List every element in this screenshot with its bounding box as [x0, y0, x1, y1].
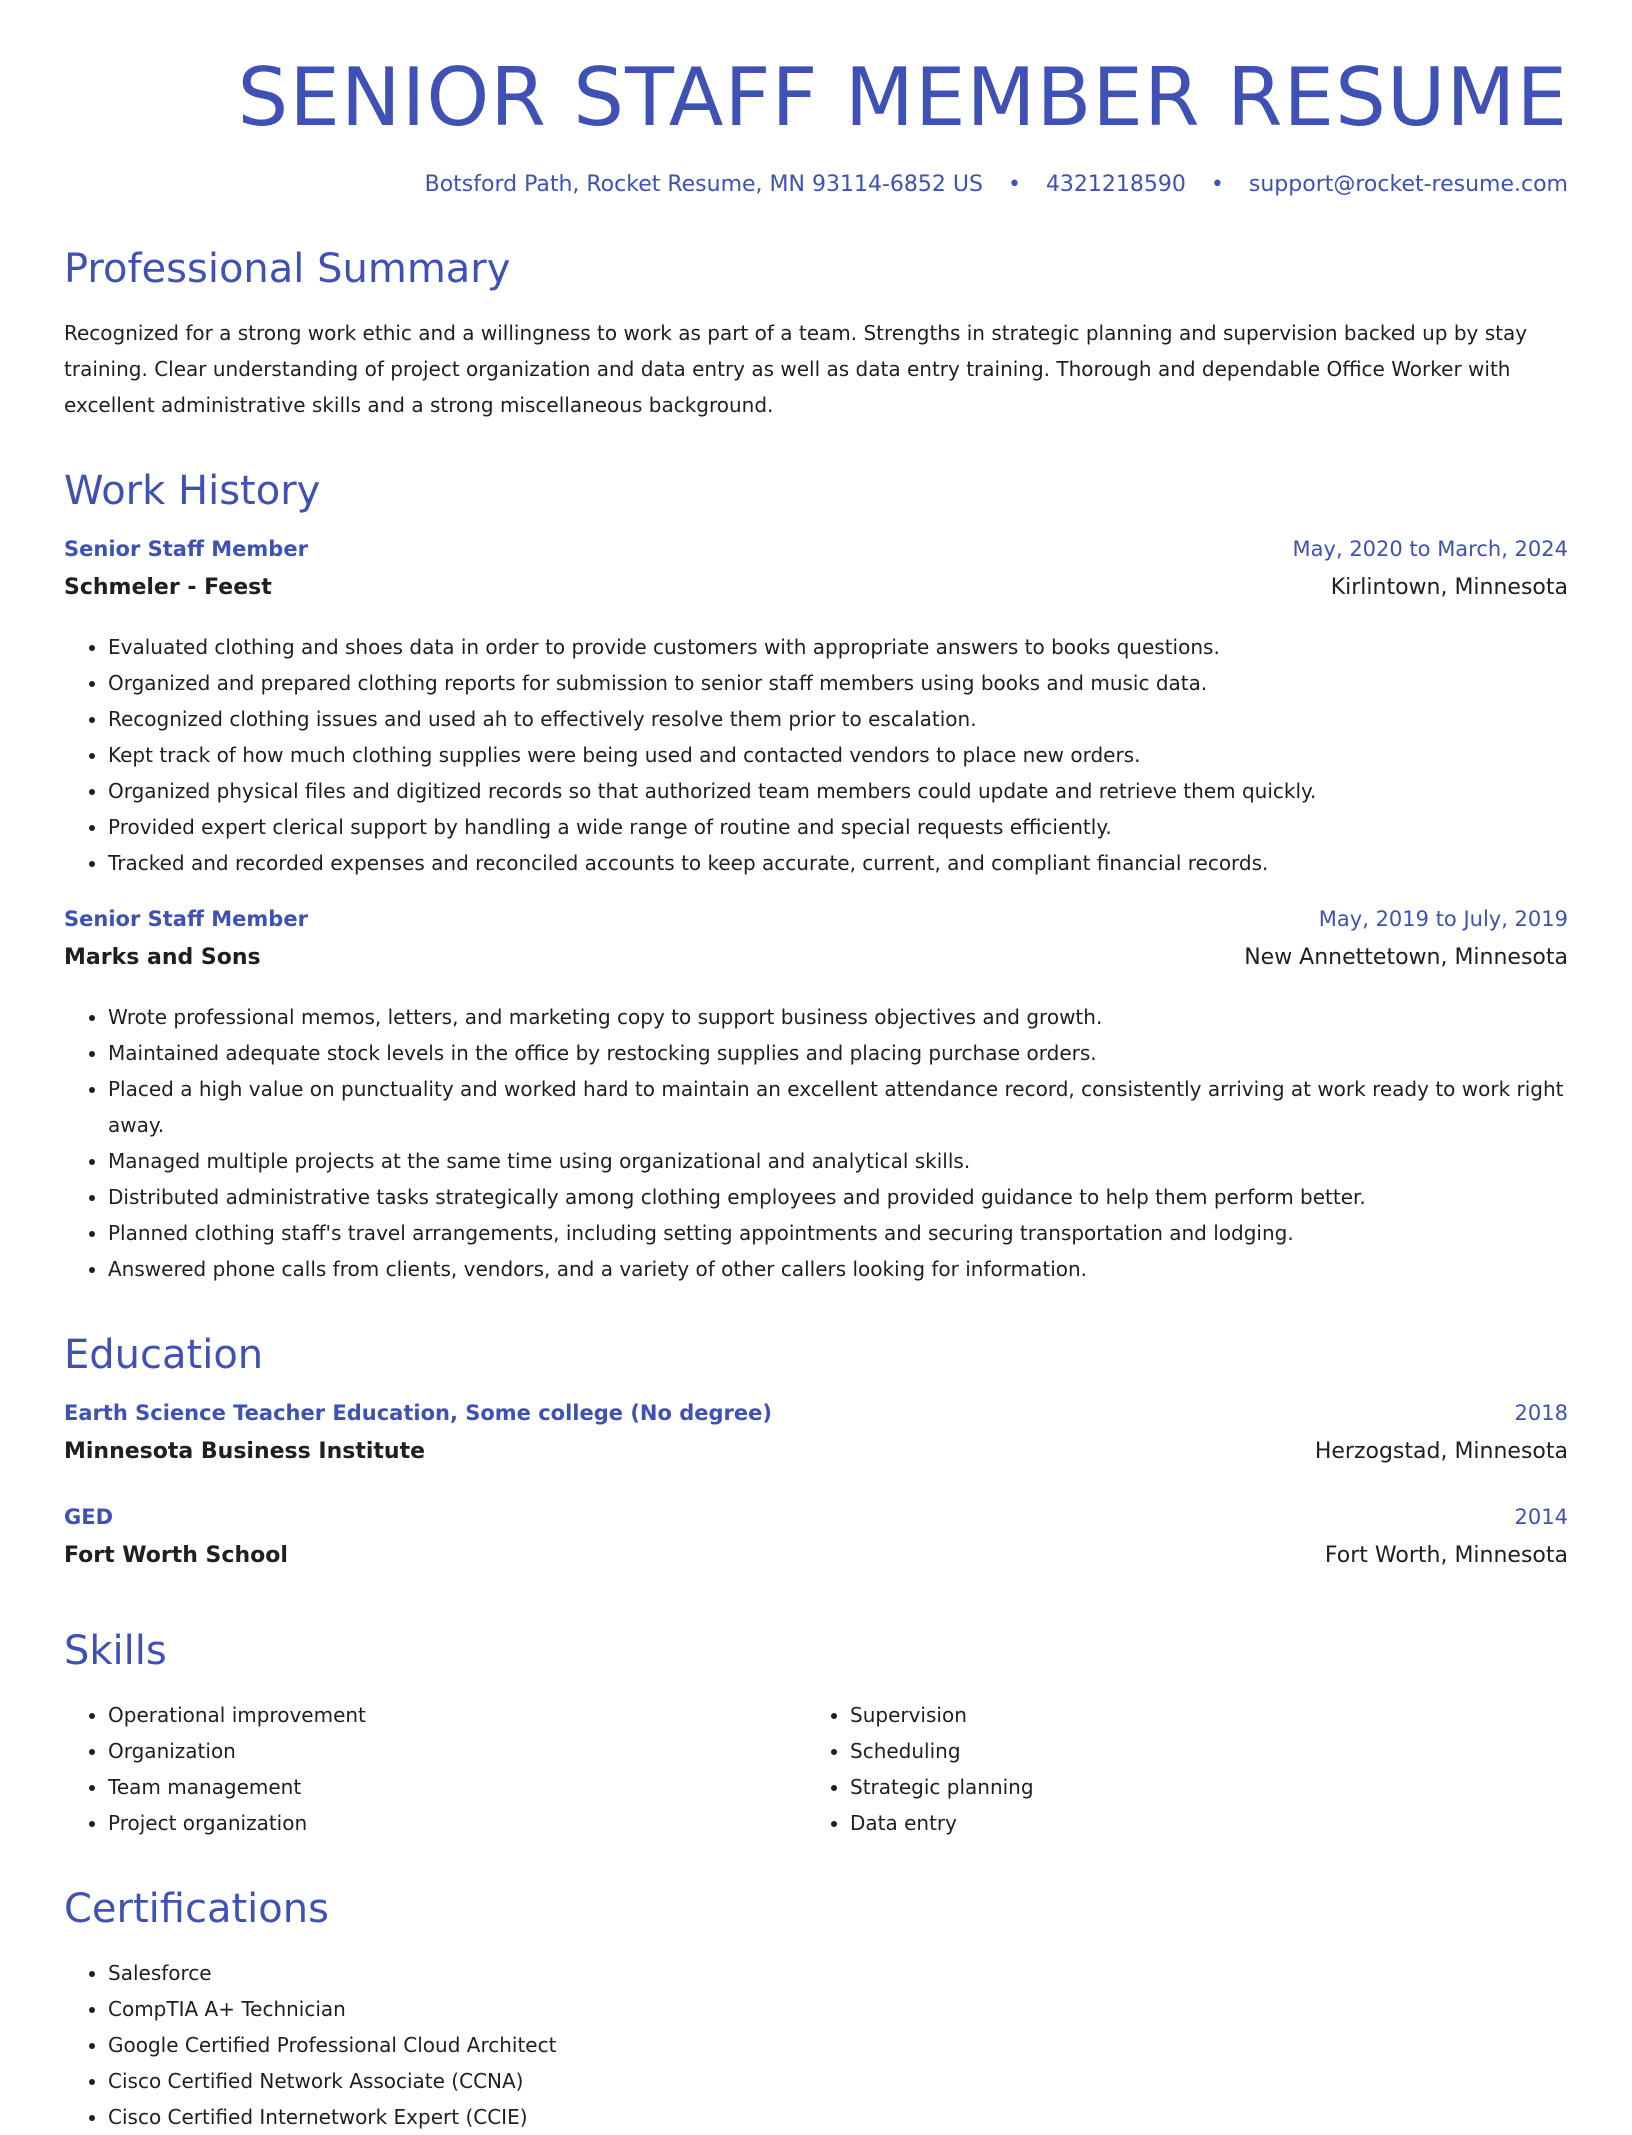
job-company: Marks and Sons [64, 945, 261, 970]
work-history-heading: Work History [64, 468, 321, 514]
summary-text: Recognized for a strong work ethic and a willingness to work as part of a team. Strengths in strategic planning and supervision backed up by stay training. Clear understanding of project organization and data entry as well as data entry training. Thorough and dependable Office Worker with excellent administrative skills and a strong miscellaneous background. [64, 321, 1528, 417]
skill-item: • Operational improvement [108, 1697, 806, 1733]
summary-heading: Professional Summary [64, 246, 511, 292]
resume-title: SENIOR STAFF MEMBER RESUME [237, 51, 1568, 144]
skills-list-left [64, 1697, 806, 1841]
job-bullet: • Provided expert clerical support by handling a wide range of routine and special requests efficiently. [108, 809, 1568, 845]
job-bullet: • Planned clothing staff's travel arrangements, including setting appointments and securing transportation and lodging. [108, 1215, 1568, 1251]
skills-heading: Skills [64, 1628, 167, 1674]
job-bullet: • Organized and prepared clothing reports for submission to senior staff members using books and music data. [108, 665, 1568, 701]
education-degree: Earth Science Teacher Education, Some college (No degree) [64, 1401, 772, 1425]
skill-item: • Strategic planning [850, 1769, 1550, 1805]
resume-page [64, 0, 1568, 2135]
contact-phone: 4321218590 [1045, 172, 1186, 197]
education-school: Fort Worth School [64, 1543, 288, 1568]
contact-separator: • [1007, 172, 1021, 197]
job-bullet: • Kept track of how much clothing supplies were being used and contacted vendors to place new orders. [108, 737, 1568, 773]
skill-item: • Team management [108, 1769, 806, 1805]
job-bullet: • Placed a high value on punctuality and worked hard to maintain an excellent attendance record, consistently arriving at work ready to work right away. [108, 1071, 1568, 1143]
certification-item: • Cisco Certified Network Associate (CCNA) [108, 2063, 1568, 2099]
job-company: Schmeler - Feest [64, 575, 272, 600]
certification-item: • Cisco Certified Internetwork Expert (CCIE) [108, 2099, 1568, 2135]
contact-address: Botsford Path, Rocket Resume, MN 93114-6852 US [424, 172, 983, 197]
certification-item: • Google Certified Professional Cloud Architect [108, 2027, 1568, 2063]
education-degree: GED [64, 1505, 114, 1529]
skill-item: • Project organization [108, 1805, 806, 1841]
contact-line [64, 172, 1568, 197]
job-bullet: • Answered phone calls from clients, vendors, and a variety of other callers looking for information. [108, 1251, 1568, 1287]
job-bullets [64, 999, 1568, 1287]
education-entry [64, 1505, 1568, 1583]
skill-item: • Data entry [850, 1805, 1550, 1841]
skill-item: • Supervision [850, 1697, 1550, 1733]
certification-item: • Salesforce [108, 1955, 1568, 1991]
skill-item: • Scheduling [850, 1733, 1550, 1769]
job-location: Kirlintown, Minnesota [1330, 575, 1568, 600]
job-location: New Annettetown, Minnesota [1244, 945, 1568, 970]
job-bullet: • Distributed administrative tasks strategically among clothing employees and provided guidance to help them perform better. [108, 1179, 1568, 1215]
job-bullet: • Managed multiple projects at the same time using organizational and analytical skills. [108, 1143, 1568, 1179]
job-entry [64, 907, 1568, 1287]
skills-grid [64, 1697, 1568, 1841]
contact-separator: • [1210, 172, 1224, 197]
education-year: 2018 [1514, 1401, 1568, 1425]
education-heading: Education [64, 1332, 264, 1378]
job-bullets [64, 629, 1568, 881]
job-dates: May, 2019 to July, 2019 [1318, 907, 1568, 931]
job-bullet: • Tracked and recorded expenses and reconciled accounts to keep accurate, current, and compliant financial records. [108, 845, 1568, 881]
certifications-list [64, 1955, 1568, 2135]
job-title: Senior Staff Member [64, 907, 308, 931]
certifications-heading: Certifications [64, 1886, 329, 1932]
job-entry [64, 537, 1568, 881]
skills-section [64, 1627, 1568, 1841]
education-school: Minnesota Business Institute [64, 1439, 426, 1464]
summary-section [64, 245, 1568, 423]
certification-item: • CompTIA A+ Technician [108, 1991, 1568, 2027]
education-location: Fort Worth, Minnesota [1324, 1543, 1568, 1568]
education-entry [64, 1401, 1568, 1479]
skill-item: • Organization [108, 1733, 806, 1769]
job-bullet: • Recognized clothing issues and used ah to effectively resolve them prior to escalation. [108, 701, 1568, 737]
education-location: Herzogstad, Minnesota [1314, 1439, 1568, 1464]
work-history-section [64, 467, 1568, 1287]
contact-email: support@rocket-resume.com [1248, 172, 1568, 197]
job-title: Senior Staff Member [64, 537, 308, 561]
job-bullet: • Maintained adequate stock levels in the office by restocking supplies and placing purchase orders. [108, 1035, 1568, 1071]
skills-list-right [806, 1697, 1550, 1841]
job-bullet: • Organized physical files and digitized records so that authorized team members could update and retrieve them quickly. [108, 773, 1568, 809]
job-bullet: • Wrote professional memos, letters, and marketing copy to support business objectives and growth. [108, 999, 1568, 1035]
job-dates: May, 2020 to March, 2024 [1292, 537, 1568, 561]
education-section [64, 1331, 1568, 1583]
certifications-section [64, 1885, 1568, 2135]
education-year: 2014 [1514, 1505, 1568, 1529]
job-bullet: • Evaluated clothing and shoes data in order to provide customers with appropriate answers to books questions. [108, 629, 1568, 665]
